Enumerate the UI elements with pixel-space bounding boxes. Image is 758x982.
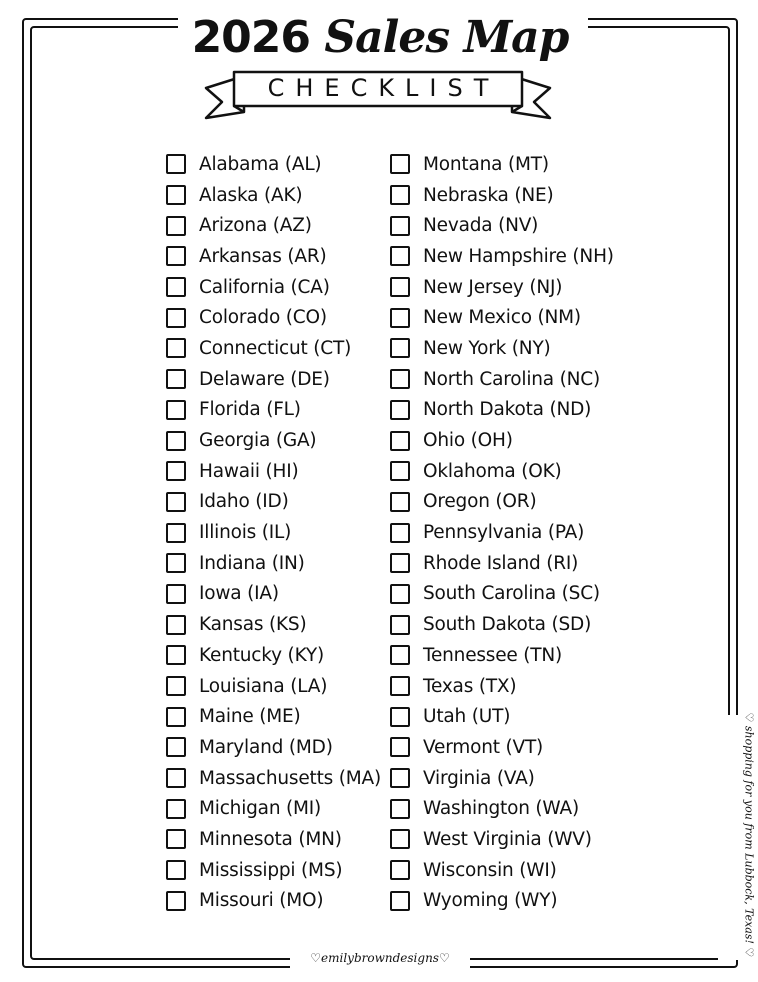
state-label: North Dakota (ND) [423, 399, 592, 421]
checklist-item[interactable] [166, 609, 381, 640]
state-label: Florida (FL) [199, 399, 301, 421]
state-label: Nebraska (NE) [423, 184, 554, 206]
checklist-item[interactable] [390, 456, 614, 487]
checklist-item[interactable] [390, 333, 614, 364]
checklist-item[interactable] [390, 210, 614, 241]
state-label: Kansas (KS) [199, 614, 307, 636]
checkbox[interactable] [390, 891, 410, 911]
checklist-item[interactable] [166, 824, 381, 855]
checklist-item[interactable] [390, 579, 614, 610]
checklist-item[interactable] [166, 517, 381, 548]
state-label: New York (NY) [423, 337, 551, 359]
state-label: Texas (TX) [423, 675, 517, 697]
checkbox[interactable] [166, 553, 186, 573]
state-label: Washington (WA) [423, 798, 579, 820]
state-label: Michigan (MI) [199, 798, 322, 820]
checklist-item[interactable] [166, 425, 381, 456]
checkbox[interactable] [390, 737, 410, 757]
checkbox[interactable] [166, 461, 186, 481]
checklist-item[interactable] [166, 763, 381, 794]
state-label: South Dakota (SD) [423, 614, 592, 636]
state-label: Tennessee (TN) [423, 644, 563, 666]
state-label: Maryland (MD) [199, 736, 333, 758]
checkbox[interactable] [166, 246, 186, 266]
checklist-item[interactable] [166, 579, 381, 610]
checkbox[interactable] [390, 154, 410, 174]
state-label: Hawaii (HI) [199, 460, 299, 482]
checklist-item[interactable] [390, 302, 614, 333]
state-label: Vermont (VT) [423, 736, 544, 758]
checklist-item[interactable] [390, 732, 614, 763]
checklist-item[interactable] [166, 487, 381, 518]
state-label: Louisiana (LA) [199, 675, 328, 697]
state-label: Nevada (NV) [423, 215, 539, 237]
state-label: Iowa (IA) [199, 583, 279, 605]
side-credit-text: ♡ shopping for you from Lubbock, Texas! ♡ [742, 712, 756, 958]
checklist-item[interactable] [390, 241, 614, 272]
checklist-item[interactable] [166, 640, 381, 671]
checkbox[interactable] [166, 492, 186, 512]
checklist-item[interactable] [390, 671, 614, 702]
checkbox[interactable] [390, 829, 410, 849]
checkbox[interactable] [390, 461, 410, 481]
checklist-item[interactable] [166, 671, 381, 702]
title-script: Sales Map [324, 12, 569, 63]
checklist-item[interactable] [166, 701, 381, 732]
checklist-item[interactable] [390, 425, 614, 456]
state-label: Alaska (AK) [199, 184, 303, 206]
checklist-item[interactable] [390, 855, 614, 886]
checklist-item[interactable] [390, 886, 614, 917]
checkbox[interactable] [390, 645, 410, 665]
state-label: Arkansas (AR) [199, 245, 327, 267]
state-label: Pennsylvania (PA) [423, 522, 585, 544]
state-label: Missouri (MO) [199, 890, 324, 912]
checkbox[interactable] [390, 216, 410, 236]
checkbox[interactable] [166, 645, 186, 665]
checkbox[interactable] [390, 707, 410, 727]
state-label: Indiana (IN) [199, 552, 305, 574]
checklist-item[interactable] [166, 855, 381, 886]
checkbox[interactable] [390, 768, 410, 788]
checkbox[interactable] [166, 860, 186, 880]
checkbox[interactable] [390, 584, 410, 604]
state-label: Delaware (DE) [199, 368, 330, 390]
checkbox[interactable] [166, 737, 186, 757]
checkbox[interactable] [390, 553, 410, 573]
checklist-item[interactable] [390, 149, 614, 180]
checkbox[interactable] [390, 676, 410, 696]
state-label: South Carolina (SC) [423, 583, 600, 605]
checkbox[interactable] [166, 185, 186, 205]
checkbox[interactable] [390, 799, 410, 819]
checklist-item[interactable] [166, 180, 381, 211]
state-label: Maine (ME) [199, 706, 301, 728]
checklist-item[interactable] [166, 886, 381, 917]
checkbox[interactable] [390, 492, 410, 512]
checkbox[interactable] [390, 860, 410, 880]
state-label: Ohio (OH) [423, 430, 513, 452]
checkbox[interactable] [390, 246, 410, 266]
checklist-item[interactable] [390, 272, 614, 303]
checkbox[interactable] [166, 308, 186, 328]
checkbox[interactable] [390, 369, 410, 389]
checkbox[interactable] [166, 431, 186, 451]
state-label: Minnesota (MN) [199, 828, 342, 850]
checklist-item[interactable] [390, 395, 614, 426]
checklist-item[interactable] [166, 793, 381, 824]
checklist-item[interactable] [166, 333, 381, 364]
checklist-item[interactable] [166, 241, 381, 272]
footer-credit: ♡emilybrowndesigns♡ [310, 951, 450, 965]
state-label: California (CA) [199, 276, 330, 298]
checklist-item[interactable] [166, 364, 381, 395]
checklist-item[interactable] [166, 272, 381, 303]
checkbox[interactable] [166, 584, 186, 604]
state-label: Idaho (ID) [199, 491, 289, 513]
state-label: New Jersey (NJ) [423, 276, 563, 298]
state-label: Wyoming (WY) [423, 890, 558, 912]
state-label: Massachusetts (MA) [199, 767, 382, 789]
states-column-left [166, 149, 381, 916]
state-label: Illinois (IL) [199, 522, 292, 544]
checkbox[interactable] [166, 523, 186, 543]
state-label: Georgia (GA) [199, 430, 317, 452]
title-year: 2026 [191, 12, 311, 63]
checklist-item[interactable] [166, 302, 381, 333]
state-label: Mississippi (MS) [199, 859, 343, 881]
state-label: Connecticut (CT) [199, 337, 352, 359]
checklist-item[interactable] [390, 364, 614, 395]
checklist-item[interactable] [390, 548, 614, 579]
checkbox[interactable] [390, 400, 410, 420]
checkbox[interactable] [166, 891, 186, 911]
states-column-right [390, 149, 614, 916]
checklist-item[interactable] [390, 640, 614, 671]
checklist-item[interactable] [390, 793, 614, 824]
checkbox[interactable] [166, 154, 186, 174]
state-label: Arizona (AZ) [199, 215, 312, 237]
checkbox[interactable] [390, 431, 410, 451]
checkbox[interactable] [166, 799, 186, 819]
state-label: Alabama (AL) [199, 153, 322, 175]
banner-label: CHECKLIST [267, 74, 500, 102]
checkbox[interactable] [166, 829, 186, 849]
checkbox[interactable] [166, 277, 186, 297]
state-label: Virginia (VA) [423, 767, 535, 789]
checkbox[interactable] [166, 216, 186, 236]
checkbox[interactable] [390, 615, 410, 635]
checkbox[interactable] [390, 308, 410, 328]
state-label: North Carolina (NC) [423, 368, 601, 390]
checkbox[interactable] [390, 338, 410, 358]
checkbox[interactable] [166, 615, 186, 635]
state-label: Utah (UT) [423, 706, 511, 728]
checklist-item[interactable] [166, 456, 381, 487]
checklist-item[interactable] [390, 517, 614, 548]
checklist-item[interactable] [166, 548, 381, 579]
checkbox[interactable] [166, 338, 186, 358]
checkbox[interactable] [166, 400, 186, 420]
checklist-item[interactable] [390, 180, 614, 211]
checklist-item[interactable] [166, 395, 381, 426]
state-label: New Hampshire (NH) [423, 245, 614, 267]
checkbox[interactable] [390, 185, 410, 205]
checklist-item[interactable] [166, 732, 381, 763]
checkbox[interactable] [166, 768, 186, 788]
state-label: New Mexico (NM) [423, 307, 581, 329]
checkbox[interactable] [166, 707, 186, 727]
state-label: Colorado (CO) [199, 307, 327, 329]
checklist-item[interactable] [390, 609, 614, 640]
state-label: Oregon (OR) [423, 491, 537, 513]
checkbox[interactable] [390, 277, 410, 297]
state-label: Oklahoma (OK) [423, 460, 562, 482]
page-title [180, 8, 580, 68]
state-label: Rhode Island (RI) [423, 552, 579, 574]
checklist-item[interactable] [390, 701, 614, 732]
checklist-item[interactable] [166, 210, 381, 241]
checklist-item[interactable] [390, 763, 614, 794]
checklist-item[interactable] [390, 824, 614, 855]
checkbox[interactable] [166, 369, 186, 389]
checkbox[interactable] [390, 523, 410, 543]
state-label: West Virginia (WV) [423, 828, 592, 850]
checklist-item[interactable] [390, 487, 614, 518]
state-label: Montana (MT) [423, 153, 549, 175]
checkbox[interactable] [166, 676, 186, 696]
checklist-item[interactable] [166, 149, 381, 180]
state-label: Kentucky (KY) [199, 644, 324, 666]
state-label: Wisconsin (WI) [423, 859, 557, 881]
